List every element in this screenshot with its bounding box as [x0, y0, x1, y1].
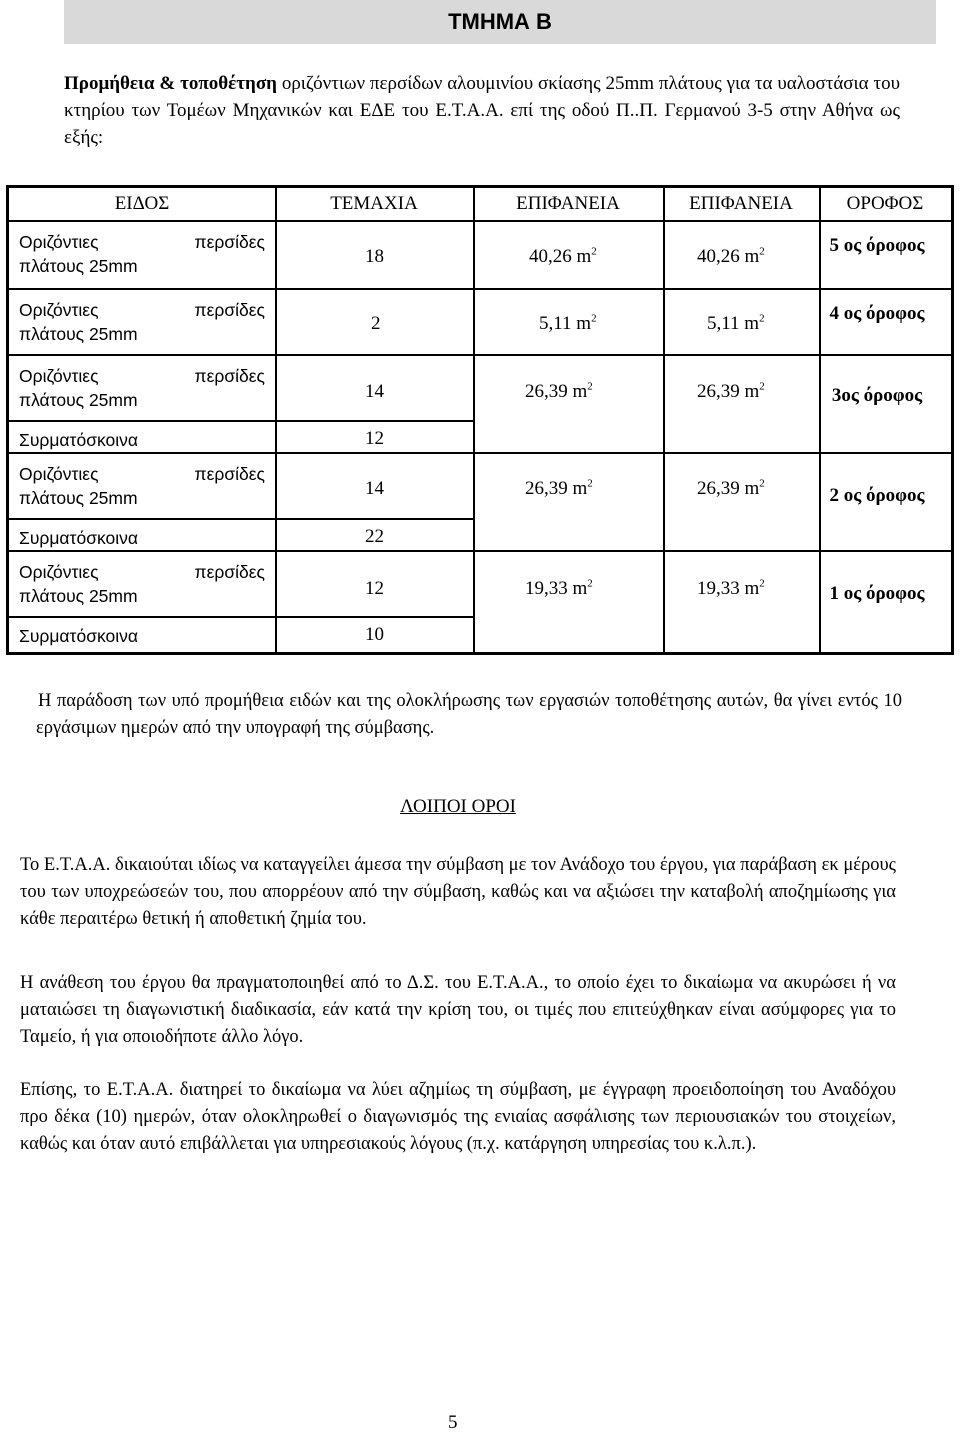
terms-paragraph-1: Το Ε.Τ.Α.Α. δικαιούται ιδίως να καταγγείλει άμεσα την σύμβαση με τον Ανάδοχο του έργου, για παράβαση εκ μέρους του των υποχρεώσεών του, που απορρέουν από την σύμβαση, καθώς και να αξιώσει την καταβολή αποζημίωσης για κάθε περαιτέρω θετική ή αποθετική ζημία του.	[20, 855, 896, 929]
floor-label: 2 ος όροφος	[829, 485, 925, 506]
item-description: Οριζόντιες περσίδες πλάτους 25mm	[19, 232, 265, 276]
row-divider	[9, 550, 951, 552]
pieces-value: 14	[365, 381, 384, 402]
floor-label: 3ος όροφος	[831, 385, 923, 406]
cable-label: Συρματόσκοινα	[19, 430, 139, 450]
items-table	[6, 185, 954, 655]
other-terms-heading: ΛΟΙΠΟΙ ΟΡΟΙ	[400, 796, 516, 817]
area-value: 19,33 $m^2$	[697, 577, 765, 599]
floor-label: 5 ος όροφος	[829, 235, 925, 256]
item-description: Οριζόντιες περσίδες πλάτους 25mm	[19, 300, 265, 344]
cable-pieces: 12	[365, 428, 384, 449]
area-value: 40,26 $m^2$	[697, 245, 765, 267]
area-value: 5,11 $m^2$	[539, 312, 597, 334]
header-floor: ΟΡΟΦΟΣ	[846, 193, 924, 214]
row-divider	[9, 354, 951, 356]
floor-label: 1 ος όροφος	[829, 583, 925, 604]
pieces-value: 2	[371, 313, 381, 334]
row-divider	[9, 616, 473, 618]
col-divider	[819, 188, 821, 652]
header-area: ΕΠΙΦΑΝΕΙΑ	[516, 193, 620, 214]
header-area: ΕΠΙΦΑΝΕΙΑ	[689, 193, 793, 214]
header-item: ΕΙΔΟΣ	[114, 193, 170, 214]
area-value: 40,26 $m^2$	[529, 245, 597, 267]
row-divider	[9, 288, 951, 290]
row-divider	[9, 420, 473, 422]
pieces-value: 14	[365, 478, 384, 499]
row-divider	[9, 220, 951, 222]
terms-paragraph-2: Η ανάθεση του έργου θα πραγματοποιηθεί από το Δ.Σ. του Ε.Τ.Α.Α., το οποίο έχει το δικαίωμα να ακυρώσει ή να ματαιώσει τη διαγωνιστική διαδικασία, εάν κατά την κρίση του, οι τιμές που επιτεύχθηκαν είναι ασύμφορες για το Ταμείο, ή για οποιοδήποτε άλλο λόγο.	[20, 973, 896, 1047]
row-divider	[9, 452, 951, 454]
cable-pieces: 22	[365, 526, 384, 547]
item-description: Οριζόντιες περσίδες πλάτους 25mm	[19, 464, 265, 508]
section-title: ΤΜΗΜΑ Β	[64, 0, 936, 44]
area-value: 26,39 $m^2$	[525, 477, 593, 499]
delivery-paragraph: Η παράδοση των υπό προμήθεια ειδών και της ολοκλήρωσης των εργασιών τοποθέτησης αυτών, θα γίνει εντός 10 εργάσιμων ημερών από την υπογραφή της σύμβασης.	[36, 691, 902, 738]
header-pieces: ΤΕΜΑΧΙΑ	[330, 193, 418, 214]
row-divider	[9, 518, 473, 520]
pieces-value: 18	[365, 246, 384, 267]
area-value: 5,11 $m^2$	[707, 312, 765, 334]
item-description: Οριζόντιες περσίδες πλάτους 25mm	[19, 562, 265, 606]
intro-paragraph	[64, 70, 900, 151]
cable-label: Συρματόσκοινα	[19, 528, 139, 548]
terms-paragraph-3: Επίσης, το Ε.Τ.Α.Α. διατηρεί το δικαίωμα να λύει αζημίως τη σύμβαση, με έγγραφη προειδοποίηση του Αναδόχου προ δέκα (10) ημερών, όταν ολοκληρωθεί ο διαγωνισμός της ενιαίας ασφάλισης των περιουσιακών του στοιχείων, καθώς και όταν αυτό επιβάλλεται για υπηρεσιακούς λόγους (π.χ. κατάργηση υπηρεσίας του κ.λ.π.).	[20, 1080, 896, 1154]
area-value: 19,33 $m^2$	[525, 577, 593, 599]
intro-bold: Προμήθεια & τοποθέτηση	[64, 73, 277, 94]
item-description: Οριζόντιες περσίδες πλάτους 25mm	[19, 366, 265, 410]
floor-label: 4 ος όροφος	[829, 303, 925, 324]
area-value: 26,39 $m^2$	[697, 477, 765, 499]
area-value: 26,39 $m^2$	[697, 380, 765, 402]
intro-text: οριζόντιων περσίδων αλουμινίου σκίασης 25mm πλάτους για τα υαλοστάσια του κτηρίου των Τομέων Μηχανικών και ΕΔΕ του Ε.Τ.Α.Α. επί της οδού Π..Π. Γερμανού 3-5 στην Αθήνα ως εξής:	[64, 73, 900, 148]
page-number: 5	[448, 1412, 458, 1433]
area-value: 26,39 $m^2$	[525, 380, 593, 402]
pieces-value: 12	[365, 578, 384, 599]
col-divider	[473, 188, 475, 652]
cable-pieces: 10	[365, 624, 384, 645]
col-divider	[663, 188, 665, 652]
cable-label: Συρματόσκοινα	[19, 626, 139, 646]
